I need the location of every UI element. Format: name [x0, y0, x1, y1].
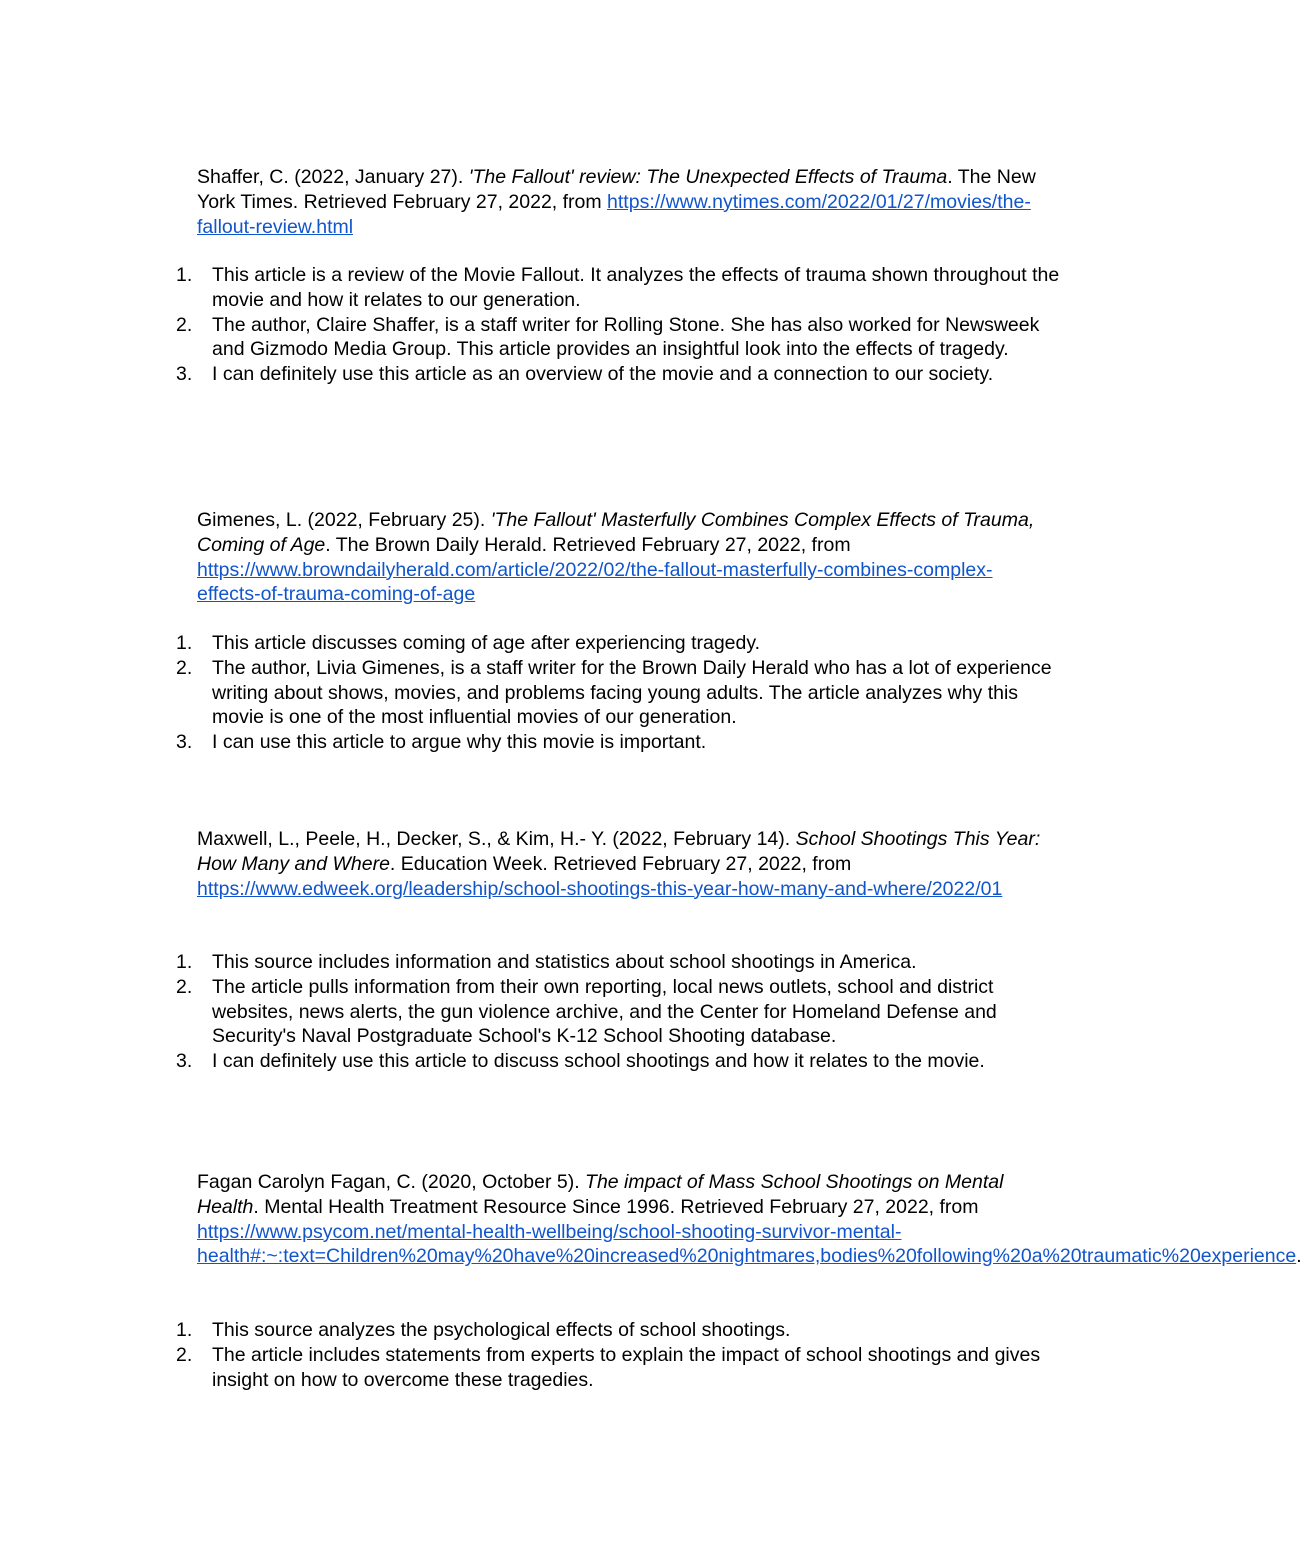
list-number: 2. [176, 313, 193, 336]
list-item-text: This source includes information and statistics about school shootings in America. [212, 951, 917, 973]
citation-source: . Education Week. Retrieved February 27, 2022, from [389, 852, 852, 875]
list-number: 2. [176, 975, 193, 998]
citation-maxwell [197, 827, 1047, 901]
list-number: 1. [176, 632, 193, 654]
list-number: 3. [176, 363, 193, 386]
list-item [0, 950, 1060, 975]
list-item [0, 1343, 1060, 1393]
citation-gimenes [197, 508, 1047, 607]
citation-fagan [197, 1170, 1302, 1269]
citation-link[interactable]: https://www.psycom.net/mental-health-wellbeing/school-shooting-survivor-mental-health#:~:text=Children%20may%20have%20increased%20nightmares,bodies%20following%20a%20traumatic%20experience [197, 1220, 1297, 1268]
list-item-text: This article is a review of the Movie Fallout. It analyzes the effects of trauma shown throughout the movie and how it relates to our generation. [212, 264, 1060, 311]
list-item-text: This article discusses coming of age after experiencing tragedy. [212, 632, 761, 654]
list-number: 1. [176, 1319, 193, 1341]
list-number: 1. [176, 951, 193, 973]
list-item [0, 362, 1060, 387]
list-item [0, 1049, 1060, 1074]
citation-link[interactable]: https://www.browndailyherald.com/article/2022/02/the-fallout-masterfully-combines-complex-effects-of-trauma-coming-of-age [197, 558, 993, 606]
list-item-text: This source analyzes the psychological effects of school shootings. [212, 1319, 791, 1341]
list-number: 3. [176, 731, 193, 754]
citation-author-date: Fagan Carolyn Fagan, C. (2020, October 5). [197, 1171, 586, 1193]
citation-title: 'The Fallout' Masterfully Combines Complex Effects of Trauma, Coming of Age [197, 509, 1035, 556]
citation-source: . The Brown Daily Herald. Retrieved February 27, 2022, from [325, 533, 851, 556]
annotation-list-shaffer [0, 263, 1060, 387]
annotation-list-gimenes [0, 631, 1060, 755]
citation-author-date: Gimenes, L. (2022, February 25). [197, 509, 491, 531]
list-item [0, 313, 1060, 363]
citation-title: School Shootings This Year: How Many and Where [197, 828, 1041, 875]
citation-link[interactable]: https://www.nytimes.com/2022/01/27/movies/the-fallout-review.html [197, 190, 1031, 238]
citation-tail: . [1296, 1245, 1302, 1268]
citation-title: The impact of Mass School Shootings on Mental Health [197, 1171, 1004, 1218]
list-item-text: The article includes statements from experts to explain the impact of school shootings and gives insight on how to overcome these tragedies. [212, 1343, 1041, 1391]
annotation-list-fagan [0, 1318, 1060, 1392]
list-item [0, 1318, 1060, 1343]
list-item [0, 656, 1060, 730]
list-item-text: The author, Claire Shaffer, is a staff writer for Rolling Stone. She has also worked for Newsweek and Gizmodo Media Group. This article provides an insightful look into the effects of tragedy. [212, 313, 1040, 361]
list-item [0, 730, 1060, 755]
list-item [0, 975, 1060, 1049]
annotation-list-maxwell [0, 950, 1060, 1074]
citation-shaffer [197, 165, 1047, 239]
list-item-text: The author, Livia Gimenes, is a staff writer for the Brown Daily Herald who has a lot of experience writing about shows, movies, and problems facing young adults. The article analyzes why this movie is one of the most influential movies of our generation. [212, 656, 1052, 729]
list-item-text: I can use this article to argue why this movie is important. [212, 731, 707, 754]
list-number: 2. [176, 1343, 193, 1366]
citation-title: 'The Fallout' review: The Unexpected Effects of Trauma [468, 166, 948, 188]
citation-source: . The New York Times. Retrieved February 27, 2022, from [197, 166, 1036, 213]
list-number: 1. [176, 264, 193, 286]
list-number: 2. [176, 656, 193, 679]
citation-author-date: Maxwell, L., Peele, H., Decker, S., & Kim, H.- Y. (2022, February 14). [197, 828, 796, 850]
list-number: 3. [176, 1050, 193, 1073]
list-item-text: I can definitely use this article to discuss school shootings and how it relates to the movie. [212, 1050, 985, 1073]
citation-author-date: Shaffer, C. (2022, January 27). [197, 166, 469, 188]
list-item-text: The article pulls information from their own reporting, local news outlets, school and district websites, news alerts, the gun violence archive, and the Center for Homeland Defense and Security's Naval Postgraduate School's K-12 School Shooting database. [212, 975, 997, 1048]
citation-link[interactable]: https://www.edweek.org/leadership/school-shootings-this-year-how-many-and-where/2022/01 [197, 877, 1003, 900]
list-item-text: I can definitely use this article as an overview of the movie and a connection to our society. [212, 363, 994, 386]
list-item [0, 631, 1060, 656]
citation-source: . Mental Health Treatment Resource Since 1996. Retrieved February 27, 2022, from [253, 1195, 979, 1218]
list-item [0, 263, 1060, 313]
